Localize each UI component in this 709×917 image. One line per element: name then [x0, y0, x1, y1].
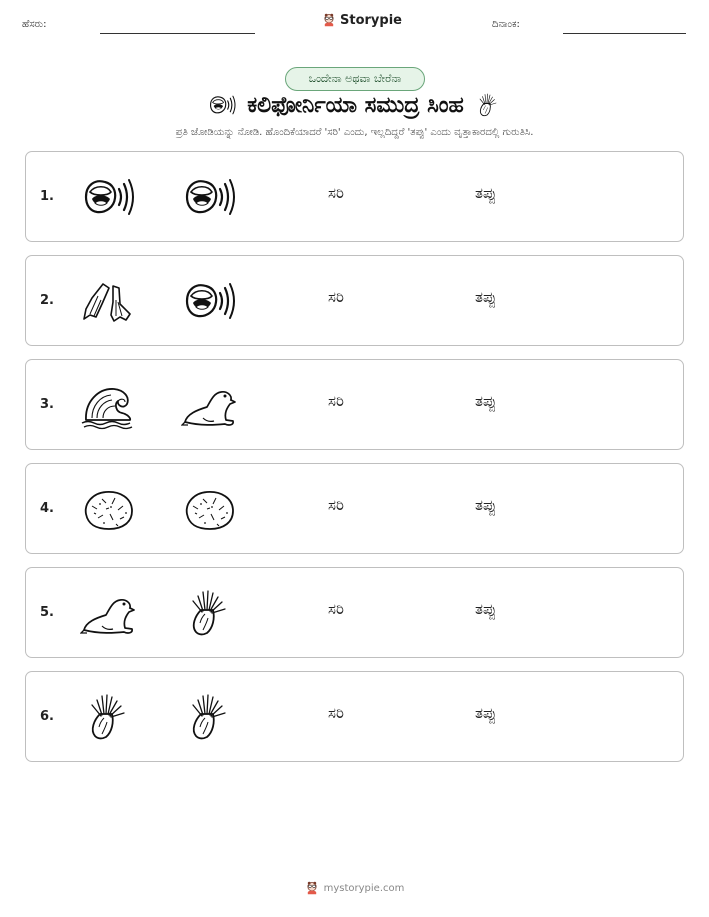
question-card: [25, 567, 684, 658]
question-card: [25, 255, 684, 346]
sea-anemone-icon: [474, 90, 502, 120]
question-card: [25, 359, 684, 450]
brand-name: Storypie: [340, 12, 402, 28]
question-number: 1.: [40, 189, 54, 204]
option-true[interactable]: ಸರಿ: [328, 704, 344, 722]
rock-icon: [181, 484, 237, 534]
question-number: 3.: [40, 397, 54, 412]
option-false[interactable]: ತಪ್ಪು: [475, 288, 497, 306]
question-card: [25, 151, 684, 242]
option-false[interactable]: ತಪ್ಪು: [475, 600, 497, 618]
option-false[interactable]: ತಪ್ಪು: [475, 184, 497, 202]
option-false[interactable]: ತಪ್ಪು: [475, 392, 497, 410]
question-card: [25, 463, 684, 554]
name-line[interactable]: [100, 33, 255, 34]
name-label: ಹೆಸರು:: [22, 19, 47, 30]
option-true[interactable]: ಸರಿ: [328, 184, 344, 202]
mouth-sound-icon: [181, 276, 237, 326]
question-card: [25, 671, 684, 762]
footer-url[interactable]: mystorypie.com: [323, 882, 405, 894]
sea-anemone-icon: [181, 588, 237, 638]
mascot-icon: [305, 880, 319, 896]
mouth-sound-icon: [80, 172, 136, 222]
date-line[interactable]: [563, 33, 686, 34]
mascot-icon: [322, 12, 336, 28]
brand-logo: [322, 12, 402, 28]
rock-icon: [80, 484, 136, 534]
mouth-sound-icon: [181, 172, 237, 222]
option-true[interactable]: ಸರಿ: [328, 392, 344, 410]
sea-lion-icon: [80, 588, 136, 638]
date-label: ದಿನಾಂಕ:: [492, 19, 520, 30]
wave-icon: [80, 380, 136, 430]
option-false[interactable]: ತಪ್ಪು: [475, 704, 497, 722]
sea-anemone-icon: [181, 692, 237, 742]
flippers-icon: [80, 276, 136, 326]
question-number: 6.: [40, 709, 54, 724]
option-true[interactable]: ಸರಿ: [328, 600, 344, 618]
question-number: 5.: [40, 605, 54, 620]
sea-anemone-icon: [80, 692, 136, 742]
instructions: ಪ್ರತಿ ಜೋಡಿಯನ್ನು ನೋಡಿ. ಹೊಂದಿಕೆಯಾದರೆ 'ಸರಿ' ಎಂದು, ಇಲ್ಲದಿದ್ದರೆ 'ತಪ್ಪು' ಎಂದು ವೃತ್ತಾಕಾರದಲ್ಲಿ ಗುರುತಿಸಿ.: [175, 127, 534, 138]
sea-lion-icon: [181, 380, 237, 430]
mouth-sound-icon: [207, 92, 237, 118]
footer: [0, 880, 709, 896]
question-number: 4.: [40, 501, 54, 516]
option-true[interactable]: ಸರಿ: [328, 288, 344, 306]
worksheet-header: [0, 0, 709, 50]
question-number: 2.: [40, 293, 54, 308]
option-false[interactable]: ತಪ್ಪು: [475, 496, 497, 514]
title-row: [0, 88, 709, 122]
page-title: ಕಲಿಫೋರ್ನಿಯಾ ಸಮುದ್ರ ಸಿಂಹ: [247, 92, 464, 118]
option-true[interactable]: ಸರಿ: [328, 496, 344, 514]
category-badge: ಒಂದೇನಾ ಅಥವಾ ಬೇರೆನಾ: [285, 67, 425, 91]
